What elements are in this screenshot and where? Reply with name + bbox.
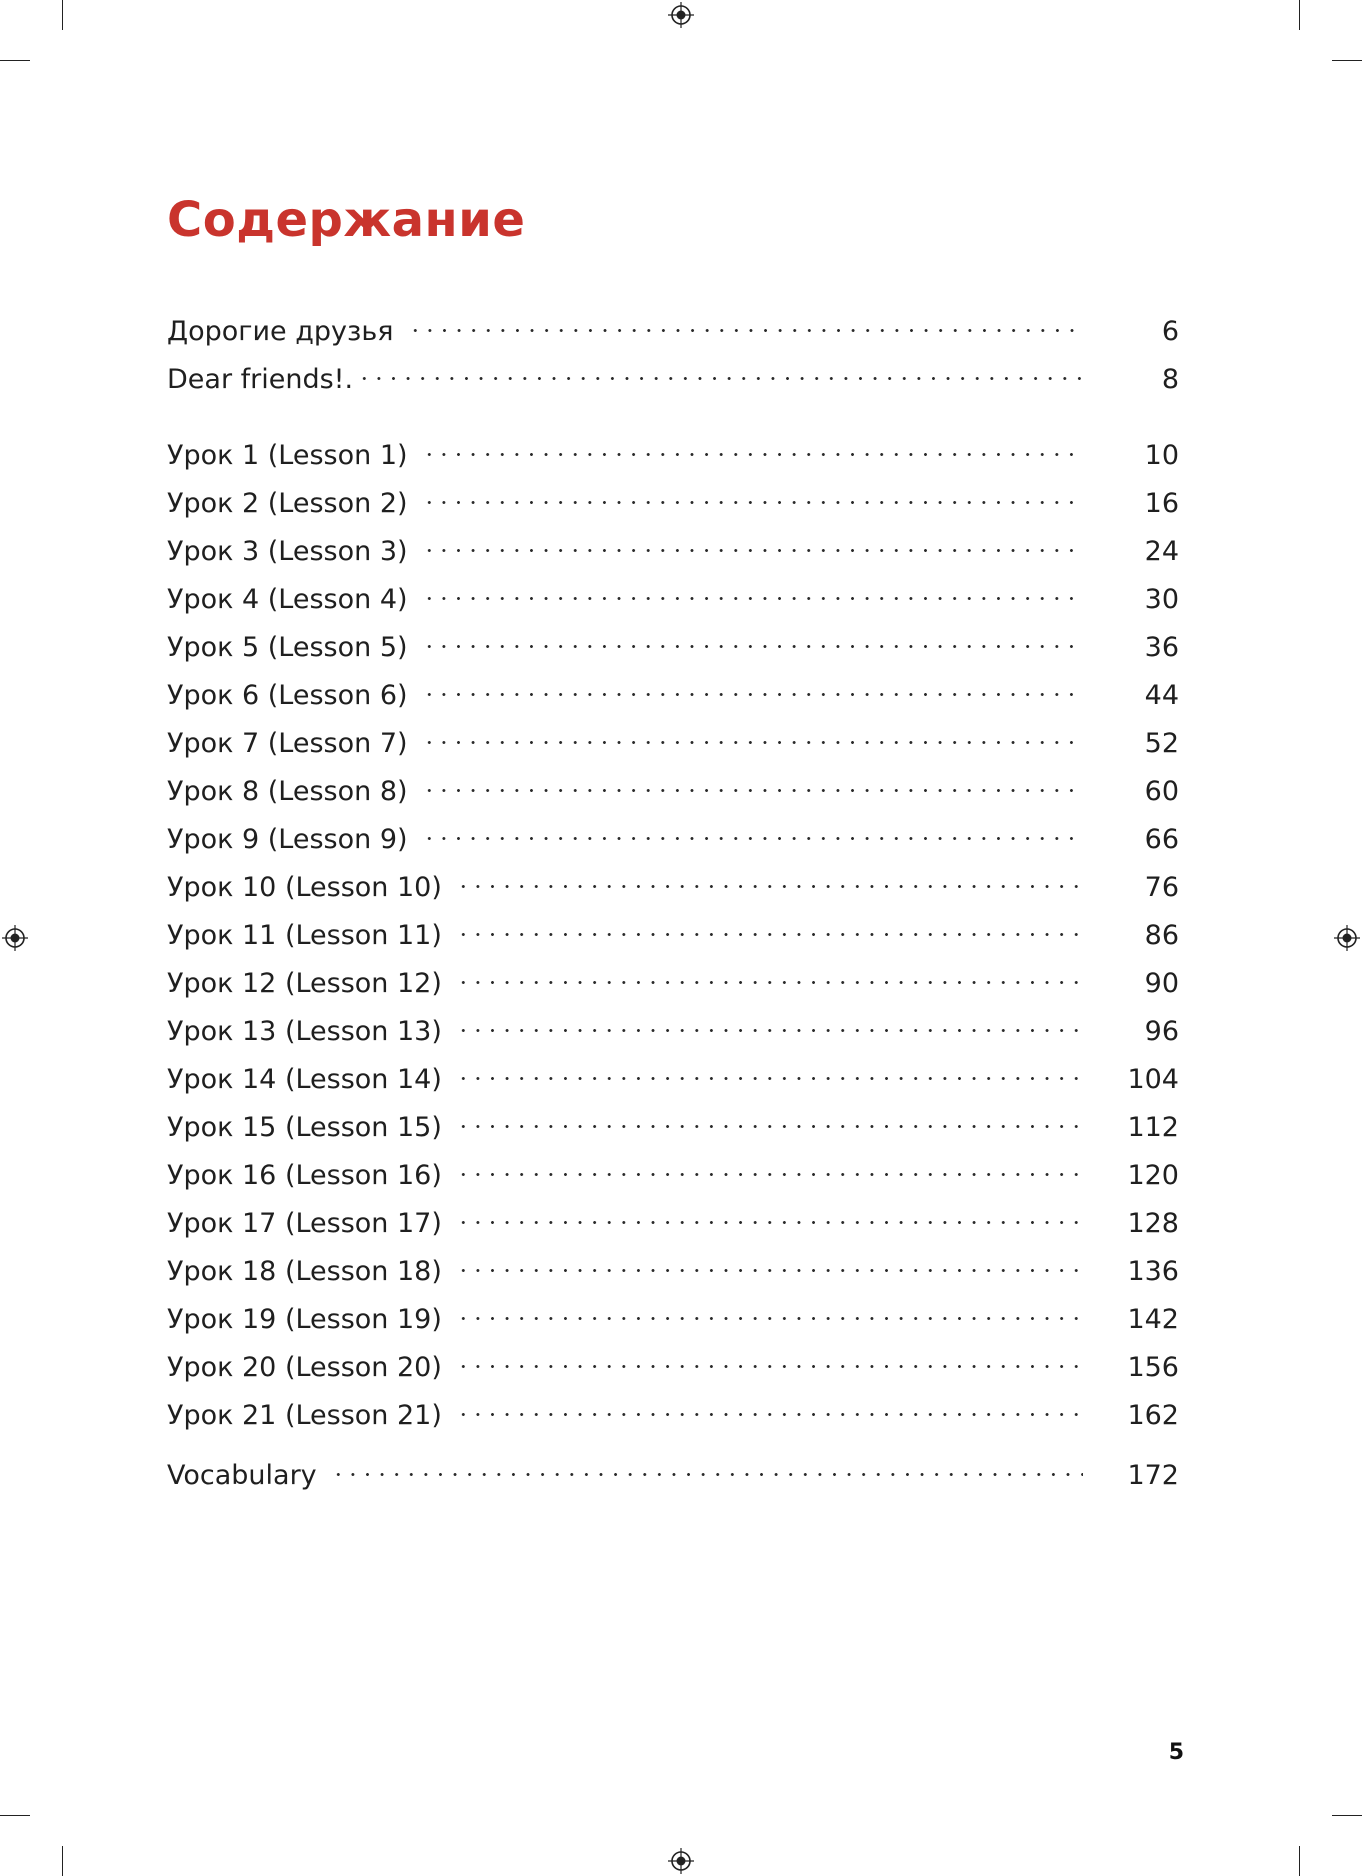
- toc-entry-label: Урок 5 (Lesson 5): [167, 632, 408, 663]
- registration-mark-icon: [2, 925, 28, 951]
- toc-entry-label: Урок 10 (Lesson 10): [167, 872, 442, 903]
- toc-dot-leader: [422, 568, 1083, 608]
- toc-entry-label: Урок 16 (Lesson 16): [167, 1160, 442, 1191]
- toc-entry-page: 16: [1144, 488, 1179, 519]
- page-number: 5: [1168, 1740, 1184, 1765]
- toc-entry-page: 66: [1144, 824, 1179, 855]
- toc-entry[interactable]: [167, 760, 1179, 807]
- toc-entry-label: Урок 9 (Lesson 9): [167, 824, 408, 855]
- toc-entry[interactable]: [167, 1288, 1179, 1335]
- toc-dot-leader: [456, 1144, 1083, 1184]
- toc-entry-label: Vocabulary: [167, 1460, 317, 1491]
- toc-dot-leader: [456, 1192, 1083, 1232]
- toc-entry[interactable]: [167, 616, 1179, 663]
- toc-dot-leader: [456, 1384, 1083, 1424]
- page-title: Содержание: [167, 192, 526, 248]
- toc-entry-label: Урок 20 (Lesson 20): [167, 1352, 442, 1383]
- crop-mark-bottom-left-v: [62, 1846, 63, 1876]
- toc-entry[interactable]: [167, 904, 1179, 951]
- toc-dot-leader: [422, 424, 1083, 464]
- toc-dot-leader: [422, 520, 1083, 560]
- toc-entry[interactable]: [167, 1096, 1179, 1143]
- crop-mark-bottom-left-h: [0, 1815, 30, 1816]
- toc-entry[interactable]: [167, 1144, 1179, 1191]
- toc-entry[interactable]: [167, 1000, 1179, 1047]
- toc-entry-page: 30: [1144, 584, 1179, 615]
- toc-dot-leader: [456, 1096, 1083, 1136]
- toc-dot-leader: [408, 300, 1084, 340]
- toc-dot-leader: [456, 904, 1083, 944]
- toc-entry-label: Урок 13 (Lesson 13): [167, 1016, 442, 1047]
- toc-entry-label: Урок 12 (Lesson 12): [167, 968, 442, 999]
- toc-entry-page: 128: [1127, 1208, 1179, 1239]
- toc-entry-label: Урок 15 (Lesson 15): [167, 1112, 442, 1143]
- crop-mark-top-right-v: [1299, 0, 1300, 30]
- toc-entry[interactable]: [167, 1048, 1179, 1095]
- toc-entry[interactable]: [167, 348, 1179, 395]
- toc-entry-label: Урок 18 (Lesson 18): [167, 1256, 442, 1287]
- toc-entry[interactable]: [167, 1192, 1179, 1239]
- toc-entry-page: 90: [1144, 968, 1179, 999]
- toc-entry[interactable]: [167, 472, 1179, 519]
- toc-dot-leader: [422, 760, 1083, 800]
- toc-dot-leader: [456, 1000, 1083, 1040]
- toc-dot-leader: [422, 616, 1083, 656]
- toc-dot-leader: [456, 1048, 1083, 1088]
- crop-mark-bottom-right-h: [1332, 1815, 1362, 1816]
- toc-entry-page: 24: [1144, 536, 1179, 567]
- toc-entry-label: Dear friends!.: [167, 364, 354, 395]
- toc-entry[interactable]: [167, 952, 1179, 999]
- toc-entry[interactable]: [167, 1240, 1179, 1287]
- toc-entry-page: 162: [1127, 1400, 1179, 1431]
- toc-entry-label: Урок 17 (Lesson 17): [167, 1208, 442, 1239]
- toc-entry-page: 136: [1127, 1256, 1179, 1287]
- crop-mark-top-left-h: [0, 60, 30, 61]
- toc-entry-label: Урок 3 (Lesson 3): [167, 536, 408, 567]
- toc-entry-label: Урок 6 (Lesson 6): [167, 680, 408, 711]
- toc-entry[interactable]: [167, 424, 1179, 471]
- toc-entry-page: 86: [1144, 920, 1179, 951]
- toc-dot-leader: [357, 348, 1083, 388]
- toc-entry-label: Дорогие друзья: [167, 316, 394, 347]
- toc-entry-label: Урок 7 (Lesson 7): [167, 728, 408, 759]
- toc-entry-page: 76: [1144, 872, 1179, 903]
- toc-entry-page: 44: [1144, 680, 1179, 711]
- toc-entry[interactable]: [167, 856, 1179, 903]
- toc-entry-label: Урок 8 (Lesson 8): [167, 776, 408, 807]
- toc-dot-leader: [422, 664, 1083, 704]
- toc-dot-leader: [456, 856, 1083, 896]
- toc-entry-page: 36: [1144, 632, 1179, 663]
- toc-entry-label: Урок 11 (Lesson 11): [167, 920, 442, 951]
- toc-entry-page: 10: [1144, 440, 1179, 471]
- toc-dot-leader: [331, 1444, 1083, 1484]
- toc-dot-leader: [456, 952, 1083, 992]
- toc-entry-page: 6: [1161, 316, 1179, 347]
- toc-entry-label: Урок 1 (Lesson 1): [167, 440, 408, 471]
- toc-entry[interactable]: [167, 664, 1179, 711]
- toc-entry[interactable]: [167, 808, 1179, 855]
- toc-entry[interactable]: [167, 1384, 1179, 1431]
- toc-entry-label: Урок 21 (Lesson 21): [167, 1400, 442, 1431]
- toc-entry[interactable]: [167, 1336, 1179, 1383]
- crop-mark-top-left-v: [62, 0, 63, 30]
- crop-mark-bottom-right-v: [1299, 1846, 1300, 1876]
- toc-entry[interactable]: [167, 568, 1179, 615]
- toc-entry-page: 156: [1127, 1352, 1179, 1383]
- toc-dot-leader: [422, 712, 1083, 752]
- toc-entry-page: 8: [1161, 364, 1179, 395]
- toc-entry-label: Урок 2 (Lesson 2): [167, 488, 408, 519]
- toc-dot-leader: [456, 1336, 1083, 1376]
- registration-mark-icon: [668, 2, 694, 28]
- toc-entry-label: Урок 14 (Lesson 14): [167, 1064, 442, 1095]
- toc-dot-leader: [422, 808, 1083, 848]
- toc-dot-leader: [456, 1288, 1083, 1328]
- toc-entry[interactable]: [167, 1444, 1179, 1491]
- toc-entry-page: 96: [1144, 1016, 1179, 1047]
- toc-dot-leader: [422, 472, 1083, 512]
- toc-dot-leader: [456, 1240, 1083, 1280]
- toc-entry-page: 112: [1127, 1112, 1179, 1143]
- toc-entry-page: 60: [1144, 776, 1179, 807]
- toc-entry-page: 120: [1127, 1160, 1179, 1191]
- toc-entry-label: Урок 19 (Lesson 19): [167, 1304, 442, 1335]
- toc-entry[interactable]: [167, 712, 1179, 759]
- toc-entry[interactable]: [167, 300, 1179, 347]
- toc-entry-page: 142: [1127, 1304, 1179, 1335]
- toc-entry-page: 104: [1127, 1064, 1179, 1095]
- registration-mark-icon: [668, 1848, 694, 1874]
- crop-mark-top-right-h: [1332, 60, 1362, 61]
- toc-entry-page: 52: [1144, 728, 1179, 759]
- toc-entry[interactable]: [167, 520, 1179, 567]
- toc-entry-page: 172: [1127, 1460, 1179, 1491]
- toc-entry-label: Урок 4 (Lesson 4): [167, 584, 408, 615]
- registration-mark-icon: [1334, 925, 1360, 951]
